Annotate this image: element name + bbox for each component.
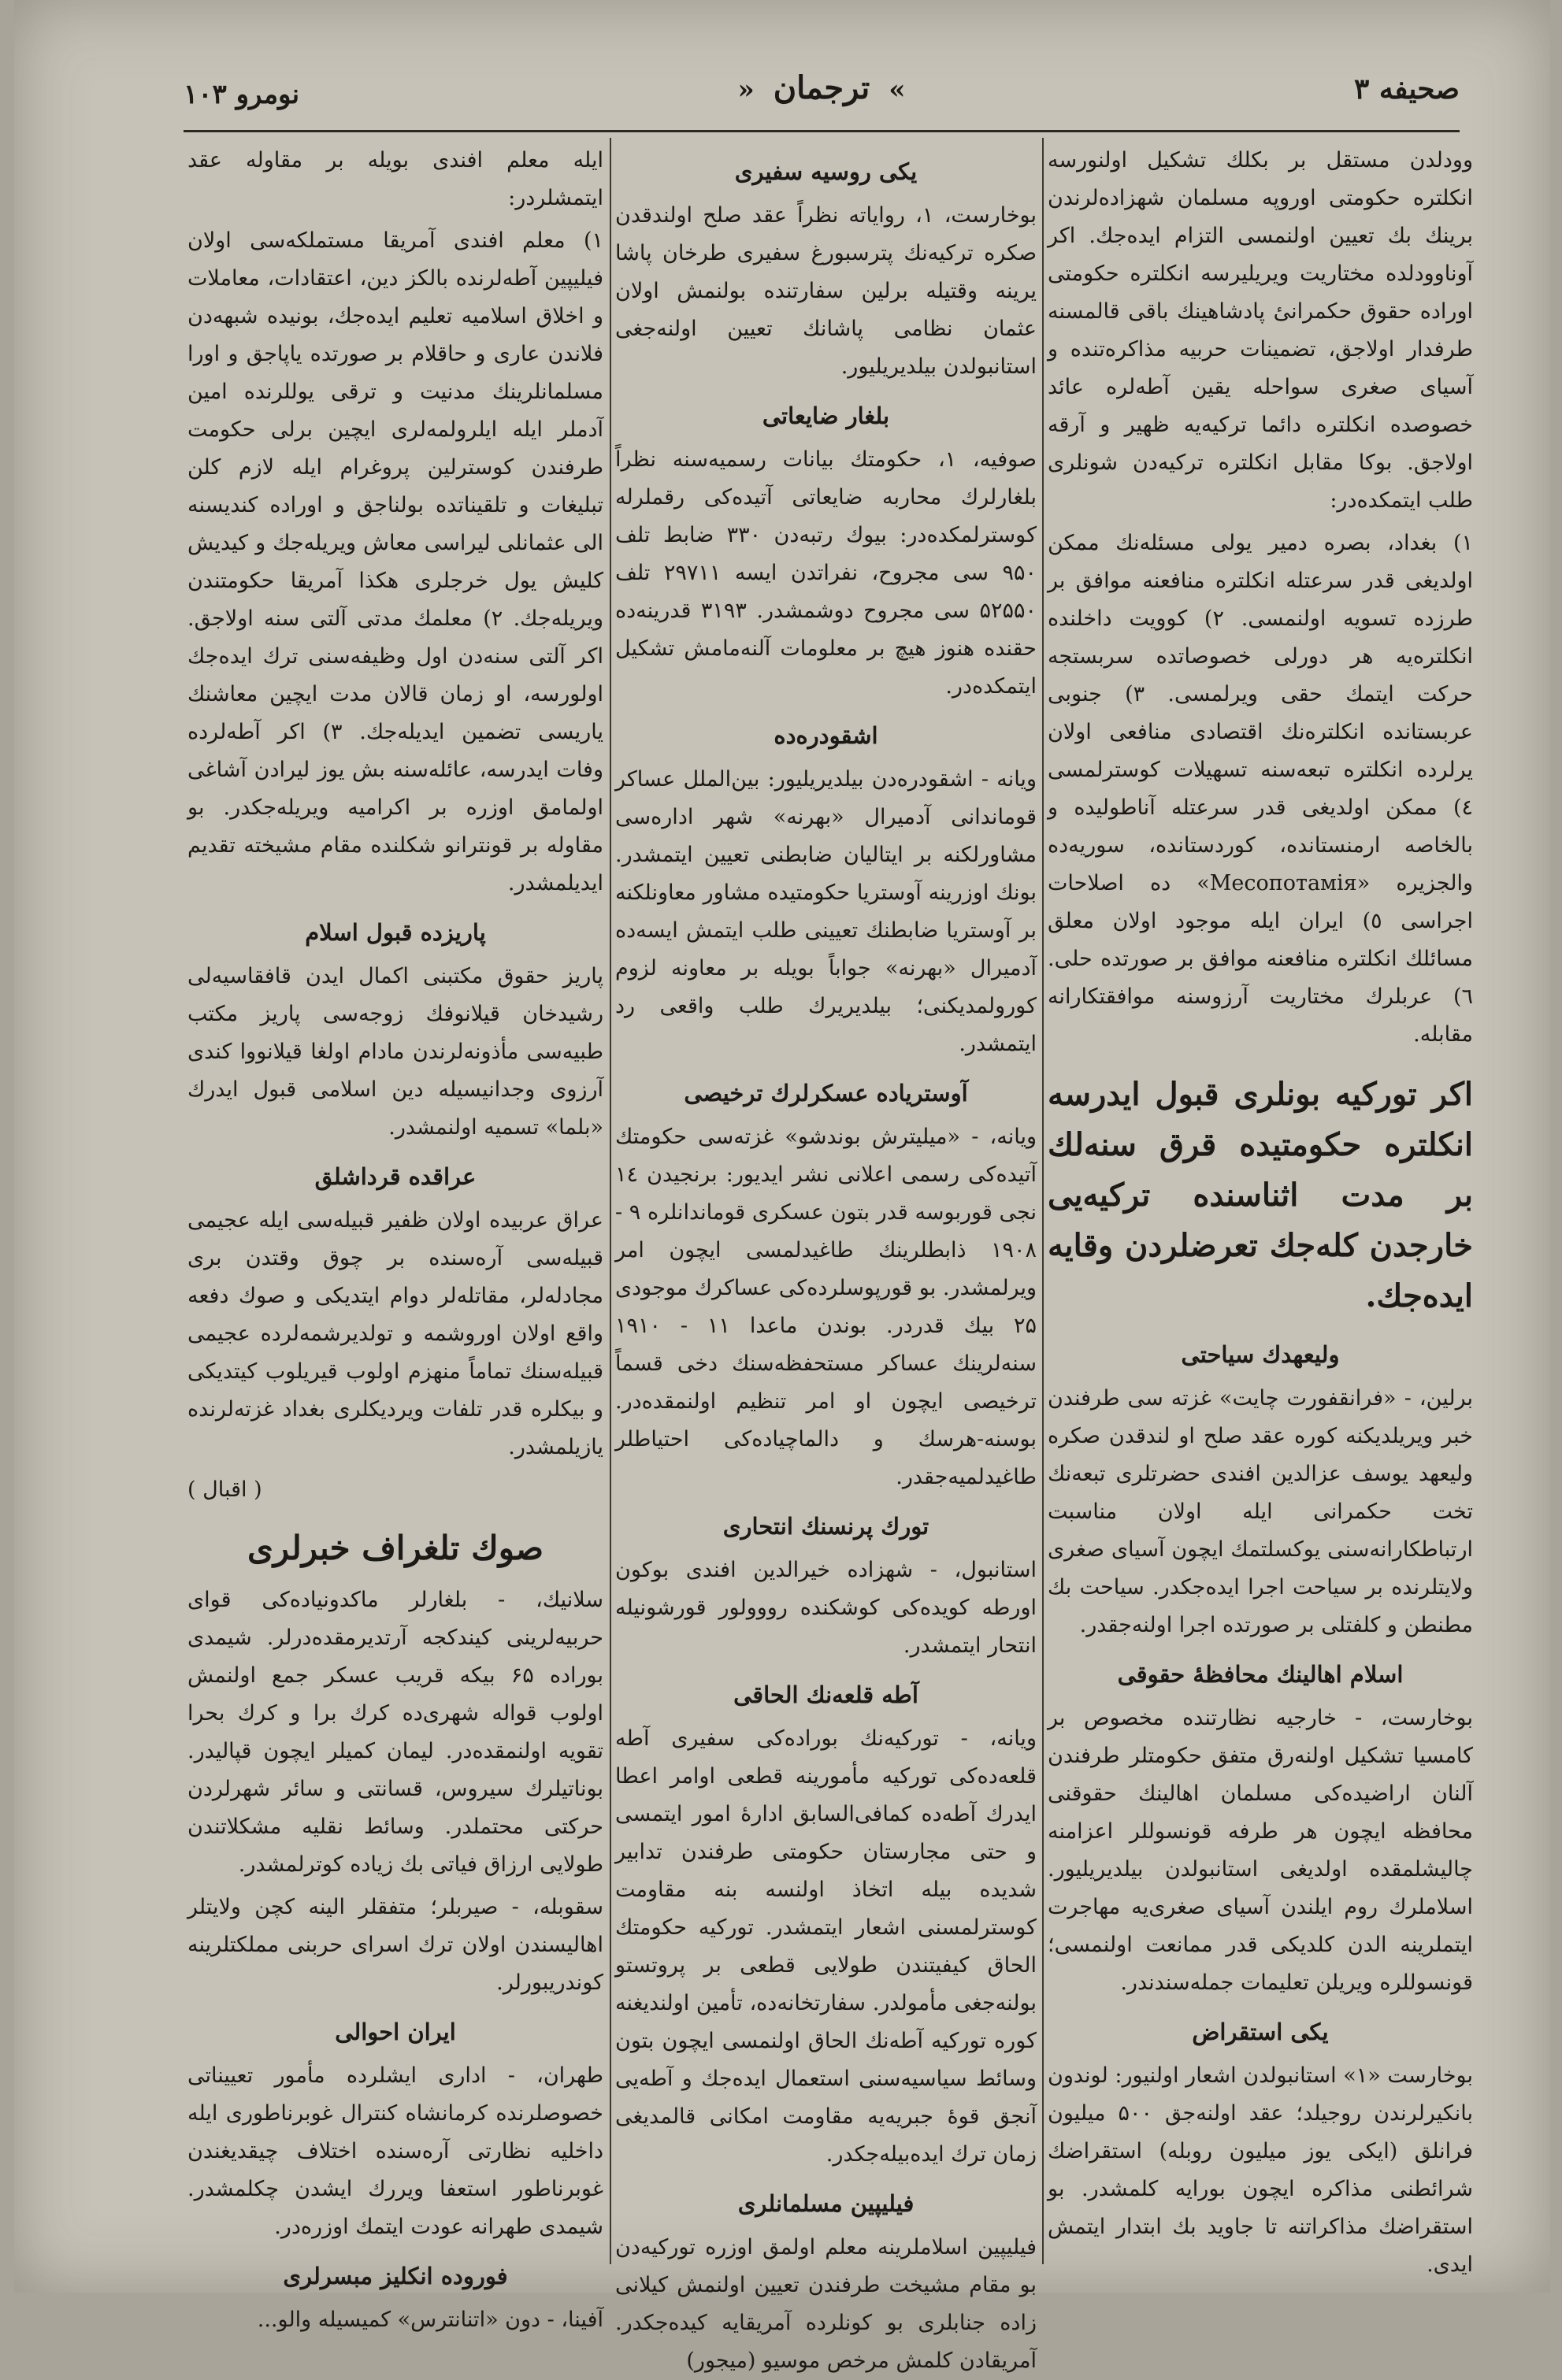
headline-text: فیلیپین مسلمانلری xyxy=(737,2190,915,2217)
issue-number: نومرو ۱۰۳ xyxy=(184,79,300,110)
headline xyxy=(187,2257,603,2295)
headline-text: بلغار ضایعاتی xyxy=(762,402,890,429)
article-paragraph: سقوبله، - صیربلر؛ متفقلر الینه کچن ولایتلر اهالیسندن اولان ترك اسرای حربنی مملکتلرینه کوندریبورلر. xyxy=(187,1895,603,1995)
headline-text: پاریزده قبول اسلام xyxy=(305,919,486,946)
headline xyxy=(1048,1655,1473,1693)
headline-text: فوروده انکلیز مبسرلری xyxy=(283,2263,508,2289)
column-left xyxy=(187,142,603,2332)
article-paragraph: ایله معلم افندی بویله بر مقاوله عقد ایتمشلردر: xyxy=(187,148,603,210)
article-paragraph: فیلیپین اسلاملرینه معلم اولمق اوزره تورکیه‌دن بو مقام مشیخت طرفندن تعیین اولنمش کیلانی زاده جنابلری بو کونلرده آمریقایه کیده‌جکدر. آمریقادن کلمش مرخص موسیو (میجور) xyxy=(615,2235,1037,2373)
page-number: صحیفه ۳ xyxy=(1353,72,1460,106)
headline xyxy=(615,1074,1037,1112)
headline xyxy=(615,397,1037,435)
bold-statement: اکر توركیه بونلری قبول ایدرسه انکلتره حکومتیده قرق سنه‌لك بر مدت اثناسنده ترکیه‌یی خارجدن کله‌جك تعرضلردن وقایه ایده‌جك. xyxy=(1048,1076,1473,1314)
headline xyxy=(1048,1336,1473,1374)
headline-text: ولیعهدك سیاحتی xyxy=(1181,1341,1340,1368)
headline-text: آطه قلعه‌نك الحاقی xyxy=(733,1681,918,1708)
article-paragraph: استانبول، - شهزاده خیرالدین افندی بوکون اورطه کویده‌کی کوشکنده رووولور قورشونیله انتحار ایتمشدر. xyxy=(615,1558,1037,1658)
ornament-icon: » xyxy=(889,74,906,106)
headline xyxy=(615,153,1037,191)
newspaper-title xyxy=(184,69,1460,106)
article-paragraph: ۱) بغداد، بصره دمیر یولی مسئله‌نك ممکن اولدیغی قدر سرعتله انکلتره منافعنه موافق بر طرزده تسویه اولنمسی. ۲) کوویت داخلنده انکلتره‌یه هر دورلی خصوصاتده سربستجه حرکت ایتمك حقی ویرلمسی. ۳) جنوبی عربستانده انکلتره‌نك اقتصادی منافعی اولان یرلرده انکلتره تبعه‌سنه تسهیلات کوسترلمسی ٤) ممکن اولدیغی قدر سرعتله آناطولیده و بالخاصه ارمنستانده، کوردستانده، سوریه‌ده والجزیره «Месопотамія» ده اصلاحات اجراسی ٥) ایران ایله موجود اولان معلق مسائلك انکلتره منافعنه موافق بر صورتده حلی. ٦) عربلرك مختاریت آرزوسنه موافقتکارانه مقابله. xyxy=(1048,531,1473,1047)
headline xyxy=(187,2013,603,2051)
headline-text: تورك پرنسنك انتحاری xyxy=(722,1513,929,1540)
masthead xyxy=(184,55,1460,126)
headline xyxy=(615,1676,1037,1714)
title-text: ترجمان xyxy=(773,69,870,106)
article-paragraph: ویانه - اشقودره‌دن بیلدیریلیور: بین‌الملل عساکر قوماندانی آدمیرال «بهرنه» شهر اداره‌سی مشاورلکنه بر ایتالیان ضابطنی تعیین ایتمشدر. بونك اوزرینه آوستریا حکومتیده مشاور معاونلکنه بر آوستریا ضابطنك تعیینی طلب ایتمش ایسه‌ده آدمیرال «بهرنه» جواباً بویله بر معاونه لزوم کورولمدیکنی؛ بیلدیریرك طلب واقعی رد ایتمشدر. xyxy=(615,767,1037,1056)
source-signature: ( اقبال ) xyxy=(187,1477,262,1502)
article-paragraph: طهران، - اداری ایشلرده مأمور تعییناتی خصوصلرنده کرمانشاه کنترال غوبرناطوری ایله داخلیه نظارتی آره‌سنده اختلاف چیقدیغندن غوبرناطور استعفا ویررك ایشدن چکلمشدر. شیمدی طهرانه عودت ایتمك اوزره‌در. xyxy=(187,2063,603,2239)
headline-text: یکی روسیه سفیری xyxy=(734,158,918,185)
headline-text: ایران احوالی xyxy=(335,2019,456,2045)
article-paragraph: ویانه، - تورکیه‌نك بوراده‌کی سفیری آطه قلعه‌ده‌کی تورکیه مأمورینه قطعی اوامر اعطا ایدرك آطه‌ده کمافی‌السابق اداره‌ٔ امور ایتمسی و حتی مجارستان حکومتی طرفندن تدابیر شدیده بیله اتخاذ اولنسه بنه مقاومت کوسترلمسنی اشعار ایتمشدر. تورکیه حکومتك الحاق کیفیتندن طولایی قطعی بر پروتستو بولنه‌جغی مأمولدر. سفارتخانه‌ده، تأمین اولندیغنه کوره تورکیه آطه‌نك الحاق اولنمسی ایچون بتون وسائط سیاسیه‌سنی استعمال ایده‌جك و آطه‌یی آنجق قوهٔ جبریه‌یه مقاومت امکانی قالمدیغی زمان ترك ایده‌بیله‌جکدر. xyxy=(615,1726,1037,2167)
column-right xyxy=(1048,142,1474,2277)
column-middle xyxy=(615,142,1037,2373)
headline xyxy=(615,1507,1037,1545)
article-paragraph: ویانه، - «میلیترش بوندشو» غزته‌سی حکومتك آتیده‌کی رسمی اعلانی نشر ایدیور: برنجیدن ۱٤ نجی قوربوسه قدر بتون عسکری قوماندانلره ۹ - ۱۹۰۸ ذابطلرینك طاغیدلمسی ایچون امر ویرلمشدر. بو قورپوسلرده‌کی عساکرك موجودی ۲۵ بیك قدردر. بوندن ماعدا ۱۱ - ۱۹۱۰ سنه‌لرینك عساکر مستحفظه‌سنك دخی قسماً ترخیصی ایچون او امر تنظیم اولنمقده‌در. بوسنه-هرسك و دالماچیاده‌کی احتیاطلر طاغیدلمیه‌جقدر. xyxy=(615,1125,1037,1489)
headline xyxy=(1048,2013,1473,2051)
article-paragraph: ۱) معلم افندی آمریقا مستملکه‌سی اولان فیلیپین آطه‌لرنده بالکز دین، اعتقادات، معاملات و اخلاق اسلامیه تعلیم ایده‌جك، بونیده شبهه‌دن فلاندن عاری و حاقلام بر صورتده یاپاجق و اورا مسلمانلرینك مدنیت و ترقی یوللرنده امین آدملر ایله ایلرولمه‌لری ایچین برلی حکومت طرفندن کوسترلین پروغرام ایله لازم کلن تبلیغات و تلقیناتده بولناجق و اوراده کندیسنه الی عثمانلی لیراسی معاش ویریله‌جك و کیدیش کلیش یول خرجلری هکذا آمریقا حکومتندن ویریله‌جك. ۲) معلمك مدتی آلتی سنه اولاجق. اکر آلتی سنه‌دن اول وظیفه‌سنی ترك ایده‌جك اولورسه، او زمان قالان مدت ایچین معاشنك یاریسی تضمین ایدیله‌جك. ۳) اکر آطه‌لرده وفات ایدرسه، عائله‌سنه بش یوز لیرادن آشاغی اولمامق اوزره بر اکرامیه ویریله‌جکدر. بو مقاوله بر قونترانو شکلنده مقام مشیخته تقدیم ایدیلمشدر. xyxy=(187,228,603,895)
article-paragraph: بوخارست، - خارجیه نظارتنده مخصوص بر کامسیا تشکیل اولنه‌رق متفق حکومتلر طرفندن آلنان اراضیده‌کی مسلمان اهالینك حقوقنی محافظه ایچون هر طرفه قونسوللر اعزامنه چالیشلمقده اولدیغی استانبولدن بیلدیریلیور. اسلاملرك روم ایلندن آسیای صغری‌یه مهاجرت ایتملرینه الدن کلدیکی قدر ممانعت اولنمسی؛ قونسوللره ویریلن تعلیمات جمله‌سندندر. xyxy=(1048,1706,1473,1995)
article-paragraph: صوفیه، ۱، حکومتك بیانات رسمیه‌سنه نظراً بلغارلرك محاربه ضایعاتی آتیده‌کی رقملرله کوسترلمکده‌در: بیوك رتبه‌دن ۳۳۰ ضابط تلف ۹۵۰ سی مجروح، نفراتدن ایسه ۲۹۷۱۱ تلف ۵۲۵۵۰ سی مجروح دوشمشدر. ۳۱۹۳ قدرینه‌ده حقنده هنوز هیچ بر معلومات آلنه‌مامش تشکیل ایتمکده‌در. xyxy=(615,447,1037,699)
ornament-icon: « xyxy=(737,74,755,106)
headline xyxy=(187,1158,603,1196)
article-paragraph: وودلدن مستقل بر بکلك تشکیل اولنورسه انکلتره حکومتی اوروپه مسلمان شهزاده‌لرندن برینك بك تعیین اولنمسی التزام ایده‌جك. اکر آوناوودلده مختاریت ویریلیرسه انکلتره حکومتی اوراده حقوق حکمرانی‌ٔ پادشاهینك باقی قالمسنه طرفدار اولاجق، تضمینات حربیه مذاکره‌تنده و آسیای صغری سواحله یقین آطه‌لره عائد خصوصده انکلتره دائما ترکیه‌یه ظهیر و آرقه اولاجق. بوکا مقابل انکلتره ترکیه‌دن شونلری طلب ایتمکده‌در: xyxy=(1048,148,1473,513)
headline-text: اسلام اهالینك محافظهٔ حقوقی xyxy=(1117,1661,1404,1688)
headline xyxy=(187,914,603,951)
headline xyxy=(615,2185,1037,2222)
newspaper-page xyxy=(14,0,1550,2373)
article-paragraph: بوخارست «۱» استانبولدن اشعار اولنیور: لوندون بانکیرلرندن روجیلد؛ عقد اولنه‌جق ۵۰۰ میلیون فرانلق (ایکی یوز میلیون روبله) استقراضك شرائطنی مذاکره ایچون بورایه کلمشدر. بو استقراضك مذاکراتنه تا جاوید بك ابتدار ایتمش ایدی. xyxy=(1048,2063,1474,2277)
column-divider xyxy=(1042,138,1044,2264)
header-rule xyxy=(184,130,1460,132)
column-divider xyxy=(610,138,611,2264)
article-paragraph: بوخارست، ۱، روایاته نظراً عقد صلح اولندقدن صکره ترکیه‌نك پترسبورغ سفیری طرخان پاشا یرینه وقتیله برلین سفارتنده بولنمش اولان عثمان نظامی پاشانك تعیین اولنه‌جغی استانبولدن بیلدیریلیور. xyxy=(615,203,1037,379)
headline-text: اشقودره‌ده xyxy=(774,722,878,749)
headline xyxy=(615,717,1037,754)
article-paragraph: آفینا، - دون «اتنانترس» کمیسیله والو... xyxy=(257,2308,603,2332)
headline-text: عراقده قرداشلق xyxy=(314,1163,477,1190)
article-paragraph: سلانیك، - بلغارلر ماکدونیاده‌کی قوای حربیه‌لرینی کیندکجه آرتدیرمقده‌درلر. شیمدی بوراده ۶۵ بیکه قریب عسکر جمع اولنمش اولوب قواله شهری‌ده کرك برا و کرك بحرا تقویه اولنمقده‌در. لیمان کمیلر ایچون قپالیدر. بوناتیلرك سیروس، قسانتی و سائر شهرلردن حرکتی محتملدر. وسائط نقلیه مشکلاتندن طولایی ارزاق فیاتی بك زیاده کوترلمشدر. xyxy=(187,1588,603,1877)
headline-text: یکی استقراض xyxy=(1192,2019,1329,2045)
headline-text: آوستریاده عسکرلرك ترخیصی xyxy=(684,1080,968,1107)
article-paragraph: عراق عربیده اولان ظفیر قبیله‌سی ایله عجیمی قبیله‌سی آره‌سنده بر چوق وقتدن بری مجادله‌لر، مقاتله‌لر دوام ایتدیکی و صوك دفعه واقع اولان اوروشمه و تولدیرشمه‌لرده عجیمی قبیله‌سنك تماماً منهزم اولوب قیریلوب کیتدیکی و بیکلره قدر تلفات ویردیکلری بغداد غزته‌لرنده یازیلمشدر. xyxy=(187,1208,603,1459)
section-title: صوك تلغراف خبرلری xyxy=(247,1529,544,1567)
article-paragraph: برلین، - «فرانقفورت چایت» غزته سی طرفندن خبر ویریلدیکنه کوره عقد صلح او لندقدن صکره ولیعهد یوسف عزالدین افندی حضرتلری تبعه‌نك تخت حکمرانی ایله اولان مناسبت ارتباطکارانه‌سنی یوکسلتمك ایچون آسیای صغری ولایتلرنده بر سیاحت اجرا ایده‌جکدر. سیاحت بك مطنطن و کلفتلی بر صورتده اجرا اولنه‌جقدر. xyxy=(1048,1386,1473,1637)
article-paragraph: پاریز حقوق مکتبنی اکمال ایدن قافقاسیه‌لی رشیدخان قیلانوفك زوجه‌سی پاریز مکتب طبیه‌سی مأذونه‌لرندن مادام اولغا قیلانووا کندی آرزوی وجدانیسیله دین اسلامی قبول ایدرك «بلما» تسمیه اولنمشدر. xyxy=(187,964,603,1140)
